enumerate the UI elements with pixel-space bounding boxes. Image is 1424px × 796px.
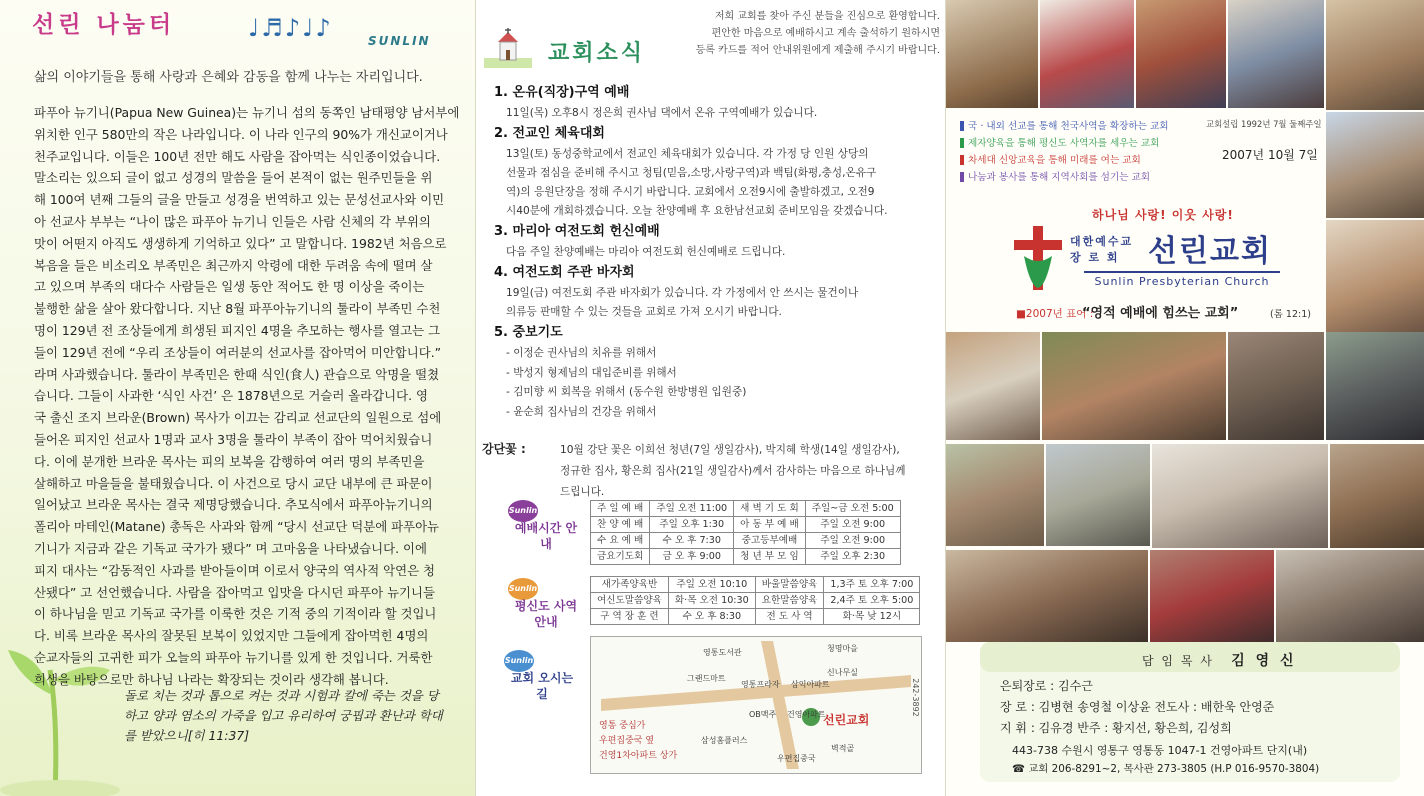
- motto-text: “영적 예배에 힘쓰는 교회”: [1082, 306, 1239, 321]
- article-line: 맛이 어떤지 아직도 생생하게 기억하고 있다” 고 말합니다. 1982년 처음으로: [34, 235, 447, 251]
- table-row: [591, 549, 901, 565]
- news-heading: 5. 중보기도: [494, 325, 563, 340]
- pastor-name: 김 영 신: [1231, 653, 1297, 669]
- motto-label: ■2007년 표어 :: [1016, 308, 1094, 320]
- vision-bullet: [960, 172, 964, 182]
- table-cell: 주일~금 오전 5:00: [805, 501, 900, 517]
- bulletin-date: 2007년 10월 7일: [1222, 148, 1318, 162]
- photo-boy-waving: [1326, 112, 1424, 218]
- article-line: 아 선교사 부부는 “나이 많은 파푸아 뉴기니 인들은 사람 신체의 각 부위의: [34, 213, 431, 229]
- vision-bullet: [960, 155, 964, 165]
- table-row: [591, 593, 920, 609]
- table-cell: 주일 오전 9:00: [805, 533, 900, 549]
- table-cell: 수 오 후 8:30: [668, 609, 755, 625]
- table-cell: 2,4주 토 오후 5:00: [824, 593, 920, 609]
- map-label: 그랜드마트: [687, 674, 726, 683]
- sharing-subtitle: 삶의 이야기들을 통해 사랑과 은혜와 감동을 함께 나누는 자리입니다.: [34, 70, 423, 85]
- vision-item: [960, 152, 1210, 169]
- table-cell: 화·목 오전 10:30: [668, 593, 755, 609]
- motto-reference: (롬 12:1): [1270, 309, 1311, 320]
- photo-children-choir: [1040, 0, 1134, 108]
- table-cell: 금요기도회: [591, 549, 650, 565]
- church-name: 선린교회: [1148, 234, 1272, 269]
- badge-bubble: Sunlin: [508, 578, 538, 600]
- prayer-item: - 박성지 형제님의 대입준비를 위해서: [506, 366, 677, 379]
- map-label: 영통프라자: [741, 680, 780, 689]
- church-news-title: 교회소식: [548, 41, 646, 66]
- table-cell: 중고등부예배: [734, 533, 806, 549]
- table-cell: 새 벽 기 도 회: [734, 501, 806, 517]
- verse-line: 를 받았으니[히 11:37]: [124, 728, 250, 743]
- photo-girl-peace-sign: [946, 0, 1038, 108]
- article-line: 파푸아 뉴기니(Papua New Guinea)는 뉴기니 섬의 동쪽인 남태평양 남서부에: [34, 105, 460, 120]
- article-line: 말소리는 있으되 글이 없고 성경의 말씀을 들어 본적이 없는 원주민들을 위: [34, 170, 433, 186]
- news-text: 선물과 점심을 준비해 주시고 청팀(믿음,소망,사랑구역)과 백팀(화평,충성,온유구: [506, 167, 877, 179]
- table-cell: 금 오 후 9:00: [650, 549, 734, 565]
- news-text: 11일(목) 오후8시 정은희 권사님 댁에서 온유 구역예배가 있습니다.: [506, 107, 818, 119]
- pastor-label: 담 임 목 사: [1142, 654, 1214, 668]
- table-cell: 수 요 예 배: [591, 533, 650, 549]
- article-line: 산됐다” 고 선언했습니다. 사람을 잡아먹고 입맛을 다시던 파푸아 뉴기니들: [34, 584, 435, 600]
- article-line: 희생을 바탕으로만 하나님 나라는 확장되는 것이라 생각해 봅니다.: [34, 671, 389, 687]
- map-phone: 242-3892: [911, 678, 921, 717]
- staff-line: 지 휘 : 김유경 반주 : 황지선, 황은희, 김성희: [1000, 721, 1232, 735]
- flower-line: 정규한 집사, 황은희 집사(21일 생일감사)께서 감사하는 마음으로 하나님께: [560, 465, 906, 477]
- welcome-line: 편안한 마음으로 예배하시고 계속 출석하기 원하시면: [711, 28, 940, 39]
- map-label: 청명마을: [827, 644, 858, 653]
- flower-text: [560, 440, 942, 503]
- news-text: 13일(토) 동성중학교에서 전교인 체육대회가 있습니다. 각 가정 당 인원 상당의: [506, 148, 869, 160]
- map-label: OB맥주: [749, 710, 777, 719]
- welcome-message: [660, 8, 940, 59]
- table-row: [591, 577, 920, 593]
- map-label: 우편집중국: [777, 754, 816, 763]
- table-row: [591, 533, 901, 549]
- news-text: 역)의 응원단장을 정해 주시기 바랍니다. 교회에서 오전9시에 출발하겠고, 오전9: [506, 186, 875, 198]
- map-label: 삼성홈플러스: [701, 736, 748, 745]
- table-cell: 주일 오전 9:00: [805, 517, 900, 533]
- article-line: 이 하나님을 믿고 기독교 국가를 이룩한 것은 기적 중의 기적이라 할 것입니: [34, 606, 437, 622]
- table-cell: 주일 오후 2:30: [805, 549, 900, 565]
- news-heading: 3. 마리아 여전도회 헌신예배: [494, 224, 660, 239]
- sharing-title: 선린 나눔터: [32, 12, 176, 38]
- church-vision-list: [960, 118, 1210, 186]
- table-row: [591, 609, 920, 625]
- music-notes-icon: ♩♬♪♩♪: [248, 14, 333, 42]
- photo-girl-smiling: [1326, 220, 1424, 332]
- photo-worship-stage: [1150, 550, 1274, 642]
- vision-text: 국 · 내외 선교를 통해 천국사역을 확장하는 교회: [968, 121, 1169, 132]
- worship-times-badge: [508, 500, 578, 566]
- article-line: 복음을 들은 비소리오 부족민은 최근까지 악령에 대한 두려움 속에 떨며 살: [34, 257, 433, 273]
- church-english-name: Sunlin Presbyterian Church: [1084, 271, 1280, 288]
- welcome-line: 등록 카드를 적어 안내위원에게 제출해 주시기 바랍니다.: [695, 45, 940, 56]
- vision-item: [960, 169, 1210, 186]
- table-cell: 청 년 부 모 임: [734, 549, 806, 565]
- prayer-item: - 윤순희 집사님의 건강을 위해서: [506, 405, 657, 418]
- article-line: 순교자들의 고귀한 피가 오늘의 파푸아 뉴기니를 있게 한 것입니다. 거룩한: [34, 649, 433, 665]
- sharing-article: [34, 102, 464, 691]
- church-location-map: [590, 636, 922, 774]
- article-line: 피지 대사는 “감동적인 사과를 받아들이며 이로서 양국의 역사적 악연은 청: [34, 562, 435, 578]
- table-cell: 화·목 낮 12시: [824, 609, 920, 625]
- map-label: 삼익아파트: [791, 680, 830, 689]
- flower-line: 드립니다.: [560, 486, 605, 498]
- map-label: 벽적골: [831, 744, 855, 753]
- photo-sports-day: [1046, 444, 1150, 546]
- flower-line: 10월 강단 꽃은 이희선 청년(7일 생일감사), 박지혜 학생(14일 생일감사),: [560, 444, 900, 456]
- table-cell: 여신도말씀양육: [591, 593, 669, 609]
- article-line: 위치한 인구 580만의 작은 나라입니다. 이 나라 인구의 90%가 개신교이거나: [34, 126, 448, 142]
- vision-text: 차세대 신앙교육을 통해 미래를 여는 교회: [968, 155, 1141, 166]
- article-line: 다. 이에 분개한 브라운 목사는 피의 보복을 감행하여 여러 명의 부족민을: [34, 453, 425, 469]
- church-logo-icon: [1014, 226, 1062, 290]
- article-line: 고 있으며 부족의 대다수 사람들은 일생 동안 적어도 한 명 이상을 죽이는: [34, 279, 425, 295]
- sunlin-wordmark: SUNLIN: [368, 34, 431, 48]
- staff-list: [1000, 676, 1274, 739]
- prayer-item: - 이정순 권사님의 치유를 위해서: [506, 347, 657, 359]
- vision-item: [960, 135, 1210, 152]
- denomination-line: 장 로 회: [1070, 251, 1120, 264]
- badge-label: 평신도 사역 안내: [514, 599, 578, 629]
- map-direction: 건영1차아파트 상가: [599, 751, 678, 761]
- article-line: 명이 129년 전 조상들에게 희생된 피지인 4명을 추모하는 행사를 열고는 그: [34, 322, 441, 338]
- scripture-verse: [124, 686, 464, 746]
- map-direction: 영통 중심가: [599, 721, 646, 731]
- table-cell: 바울말씀양육: [755, 577, 824, 593]
- map-label: 영통도서관: [703, 648, 742, 657]
- article-line: 들이 129년 전에 “우리 조상들이 여러분의 선교사를 잡아먹어 미안합니다.”: [34, 344, 442, 360]
- badge-bubble: Sunlin: [508, 500, 538, 522]
- love-slogan: 하나님 사랑! 이웃 사랑!: [1092, 208, 1234, 222]
- article-line: 살해하고 마을들을 불태웠습니다. 이 사건으로 당시 교단 내부에 큰 파문이: [34, 475, 433, 491]
- photo-kids-performance: [1228, 0, 1324, 108]
- badge-label: 교회 오시는 길: [510, 671, 574, 701]
- table-cell: 전 도 사 역: [755, 609, 824, 625]
- photo-fellowship-meal: [1330, 444, 1424, 548]
- map-label: 건영아파트: [787, 710, 826, 719]
- photo-feast-table: [1276, 550, 1424, 642]
- denomination: [1070, 234, 1133, 266]
- article-line: 다. 비록 브라운 목사의 잘못된 보복이 있었지만 그들에게 잡아먹힌 4명의: [34, 628, 429, 644]
- article-line: 해 100여 년째 그들의 글을 만들고 성경을 번역하고 있는 문성선교사와 이민: [34, 192, 445, 208]
- welcome-line: 저희 교회를 찾아 주신 분들을 진심으로 환영합니다.: [714, 11, 940, 22]
- staff-line: 장 로 : 김병현 송영철 이상윤 전도사 : 배한욱 안영준: [1000, 700, 1275, 714]
- established-date: 교회설립 1992년 7월 둘째주일: [1206, 119, 1322, 129]
- vision-bullet: [960, 138, 964, 148]
- article-line: 국 출신 조지 브라운(Brown) 목사가 이끄는 감리교 선교단의 일원으로 섬에: [34, 410, 442, 426]
- photo-congregation-1: [946, 332, 1040, 440]
- article-line: 기니가 지금과 같은 기독교 국가가 됐다” 며 고마움을 나타냈습니다. 이에: [34, 540, 427, 556]
- church-building-icon: [484, 28, 532, 68]
- news-heading: 1. 온유(직장)구역 예배: [494, 85, 630, 100]
- vision-text: 나눔과 봉사를 통해 지역사회를 섬기는 교회: [968, 172, 1151, 183]
- photo-boy-portrait: [1326, 0, 1424, 110]
- prayer-item: - 김미향 씨 회복을 위해서 (동수원 한방병원 입원중): [506, 386, 747, 398]
- verse-line: 하고 양과 염소의 가죽을 입고 유리하여 궁핍과 환난과 학대: [124, 708, 443, 723]
- map-label: 선린교회: [823, 713, 870, 727]
- table-row: [591, 501, 901, 517]
- photo-congregation-2: [946, 550, 1148, 642]
- table-cell: 1,3주 토 오후 7:00: [824, 577, 920, 593]
- denomination-line: 대한예수교: [1070, 235, 1134, 248]
- photo-church-service: [1136, 0, 1226, 108]
- badge-label: 예배시간 안내: [514, 521, 578, 551]
- table-cell: 새가족양육반: [591, 577, 669, 593]
- ministry-table: [590, 576, 920, 625]
- table-cell: 주일 오전 11:00: [650, 501, 734, 517]
- photo-village-kids: [946, 444, 1044, 546]
- news-text: 의류등 판매할 수 있는 것들을 교회로 가져 오시기 바랍니다.: [506, 306, 782, 318]
- table-cell: 요한말씀양육: [755, 593, 824, 609]
- table-cell: 주일 오후 1:30: [650, 517, 734, 533]
- directions-badge: [504, 650, 574, 716]
- ministry-badge: [508, 578, 578, 644]
- photo-youth-jump: [1152, 444, 1328, 548]
- vision-item: [960, 118, 1210, 135]
- table-row: [591, 517, 901, 533]
- news-text: 19일(금) 여전도회 주관 바자회가 있습니다. 각 가정에서 안 쓰시는 물건이나: [506, 287, 859, 299]
- senior-pastor: [1142, 650, 1297, 670]
- staff-line: 은퇴장로 : 김수근: [1000, 679, 1093, 693]
- vision-bullet: [960, 121, 964, 131]
- photo-dinner-gathering: [1228, 332, 1324, 440]
- article-line: 들어온 피지인 선교사 1명과 교사 3명을 툴라이 부족이 잡아 먹어치웠습니: [34, 431, 433, 447]
- article-line: 일어났고 브라운 목사는 결국 제명당했습니다. 추모식에서 파푸아뉴기니의: [34, 497, 433, 513]
- church-address: 443-738 수원시 영통구 영통동 1047-1 건영아파트 단지(내): [1012, 744, 1308, 757]
- news-heading: 2. 전교인 체육대회: [494, 126, 605, 141]
- worship-times-table: [590, 500, 901, 565]
- map-direction: 우편집중국 옆: [599, 736, 655, 746]
- verse-line: 돌로 치는 것과 톱으로 켜는 것과 시험과 칼에 죽는 것을 당: [124, 688, 439, 703]
- badge-bubble: Sunlin: [504, 650, 534, 672]
- news-list: [494, 82, 940, 422]
- article-line: 불행한 삶을 살아 왔다합니다. 지난 8월 파푸아뉴기니의 툴라이 부족민 수천: [34, 301, 441, 317]
- article-line: 습니다. 그들이 사과한 ‘식인 사건’ 은 1878년으로 거슬러 올라갑니다. 영: [34, 388, 428, 404]
- photo-group-outdoor: [1042, 332, 1226, 440]
- article-line: 천주교입니다. 이들은 100년 전만 해도 사람을 잡아먹는 식인종이었습니다.: [34, 148, 441, 164]
- article-line: 라며 사과했습니다. 툴라이 부족민은 한때 식인(食人) 관습으로 악명을 떨쳤: [34, 366, 440, 382]
- article-line: 폴리아 마테인(Matane) 총독은 사과와 함께 “당시 선교단 덕분에 파푸아뉴: [34, 519, 440, 535]
- flower-label: 강단꽃 :: [482, 442, 526, 456]
- news-text: 다음 주일 찬양예배는 마리아 여전도회 헌신예배로 드립니다.: [506, 246, 786, 258]
- table-cell: 수 오 후 7:30: [650, 533, 734, 549]
- map-directions: [599, 719, 677, 764]
- vision-text: 제자양육을 통해 평신도 사역자를 세우는 교회: [968, 138, 1160, 149]
- table-cell: 찬 양 예 배: [591, 517, 650, 533]
- map-label: 신나무실: [827, 668, 858, 677]
- photo-men-group: [1326, 332, 1424, 440]
- table-cell: 아 동 부 예 배: [734, 517, 806, 533]
- table-cell: 주일 오전 10:10: [668, 577, 755, 593]
- church-phone: ☎ 교회 206-8291~2, 목사관 273-3805 (H.P 016-9570-3804): [1012, 763, 1320, 775]
- table-cell: 구 역 장 훈 련: [591, 609, 669, 625]
- table-cell: 주 일 예 배: [591, 501, 650, 517]
- news-heading: 4. 여전도회 주관 바자회: [494, 265, 635, 280]
- news-text: 시40분에 개회하겠습니다. 오늘 찬양예배 후 요한남선교회 준비모임을 갖겠습니다.: [506, 205, 888, 217]
